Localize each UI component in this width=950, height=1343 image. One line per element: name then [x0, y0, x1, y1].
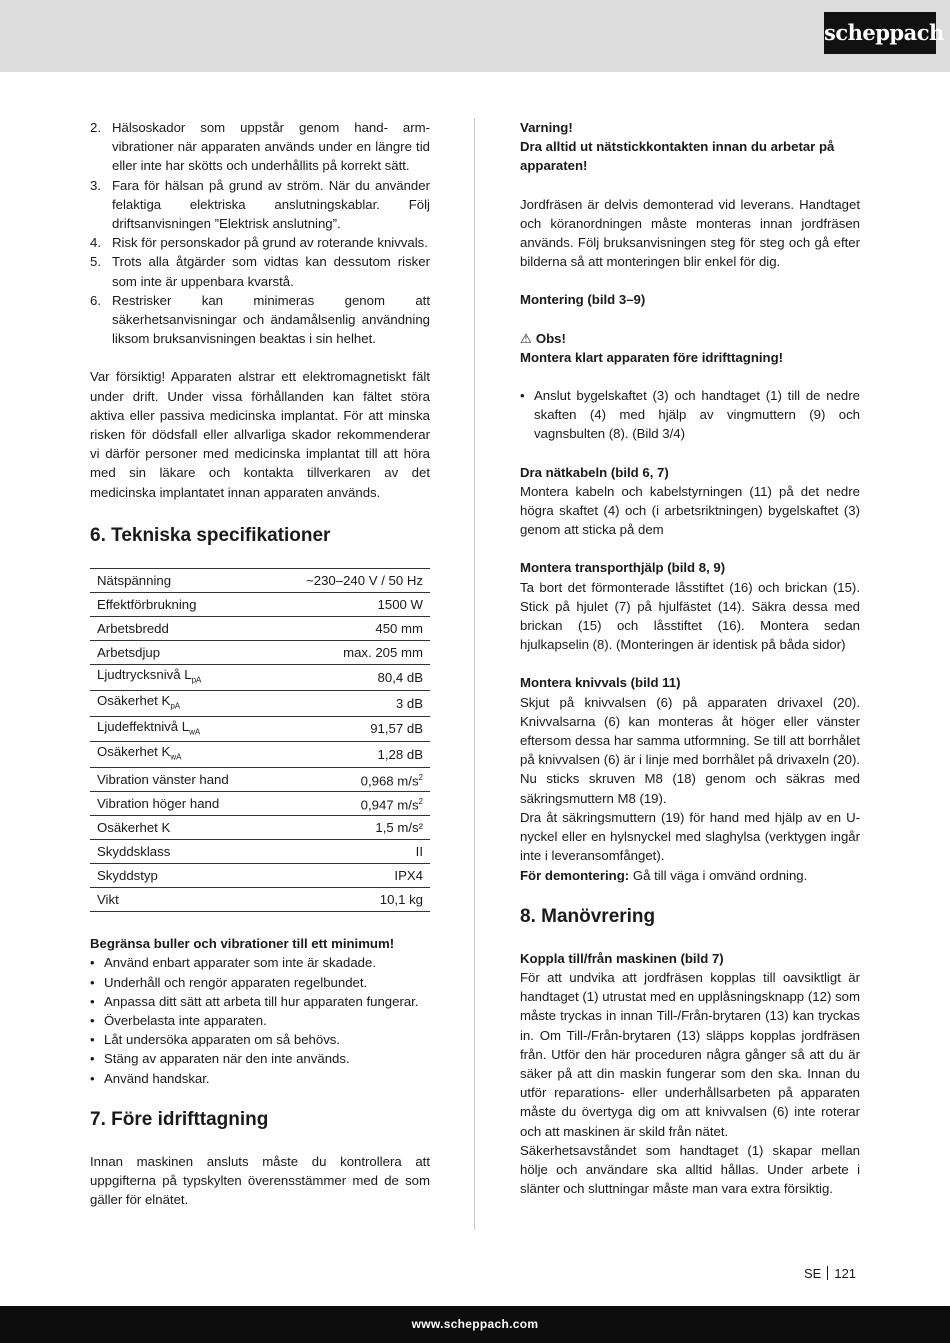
safety-paragraph: Säkerhetsavståndet som handtaget (1) skapar mellan hölje och användare ska alltid hållas. Under arbete i slänter och sluttningar måste man vara extra försiktig. [520, 1142, 860, 1197]
table-row [90, 690, 430, 716]
spec-label: Skyddstyp [90, 864, 269, 888]
warning-text: Dra alltid ut nätstickkontakten innan du arbetar på apparaten! [520, 139, 835, 174]
spec-label: Arbetsdjup [90, 640, 269, 664]
right-column [520, 118, 860, 1198]
transport-heading: Montera transporthjälp (bild 8, 9) [520, 560, 726, 576]
page-number-separator [827, 1266, 828, 1280]
list-item: • Använd handskar. [90, 1069, 430, 1088]
spec-label: Osäkerhet $K_{pA}$ [90, 690, 269, 716]
list-item: • Stäng av apparaten när den inte används. [90, 1049, 430, 1068]
list-item: 5. Trots alla åtgärder som vidtas kan dessutom risker som inte är uppenbara kvarstå. [90, 254, 430, 289]
table-row [90, 664, 430, 690]
list-item: • Överbelasta inte apparaten. [90, 1011, 430, 1030]
obs-title: ⚠ Obs! [520, 330, 566, 346]
knife-paragraph: Skjut på knivvalsen (6) på apparaten drivaxel (20). Knivvalsarna (6) kan monteras åt höger eller vänster eftersom dessa har samma utformning. Se till att borrhålet på knivvalsen (6) är i linje med borrhålet på drivaxeln (20). Nu sticks skruven M8 (18) genom och säkras med säkringsmuttern M8 (19). [520, 694, 860, 806]
spec-label: Vibration vänster hand [90, 768, 269, 792]
transport-paragraph: Ta bort det förmonterade låsstiftet (16) och brickan (15). Stick på hjulet (7) på hjulfästet (14). Säkra dessa med brickan (15) och låsstiftet (16). Montera sedan hjulkapselin (8). (Monteringen är identisk på båda sidor) [520, 579, 860, 653]
footer-url-link[interactable]: www.scheppach.com [411, 1317, 539, 1331]
table-row [90, 792, 430, 816]
header-band [0, 0, 950, 72]
warning-title: Varning! [520, 120, 573, 135]
spec-value: 0,968 $m/s^2$ [269, 768, 430, 792]
list-item: 6. Restrisker kan minimeras genom att säkerhetsanvisningar och ändamålsenlig användning liksom bruksanvisningen beaktas i sin helhet. [90, 292, 430, 347]
list-item: • Underhåll och rengör apparaten regelbundet. [90, 973, 430, 992]
spec-value: II [269, 840, 430, 864]
spec-value: 0,947 $m/s^2$ [269, 792, 430, 816]
knife-heading: Montera knivvals (bild 11) [520, 675, 681, 691]
column-divider [474, 118, 475, 1230]
before-use-heading: 7. Före idrifttagning [90, 1108, 269, 1130]
cable-heading: Dra nätkabeln (bild 6, 7) [520, 464, 669, 480]
spec-value: 10,1 kg [269, 888, 430, 912]
obs-text: Montera klart apparaten före idrifttagning! [520, 349, 784, 365]
spec-value: max. 205 mm [269, 640, 430, 664]
table-row [90, 592, 430, 616]
spec-value: 1500 W [269, 592, 430, 616]
switch-paragraph: För att undvika att jordfräsen kopplas till oavsiktligt är handtaget (1) utrustat med en upplåsningsknapp (12) som måste tryckas in innan Till-/Från-brytaren (13) kan tryckas in. Om Till-/Från-brytaren (13) släpps kopplas jordfräsen från. Utför den här proceduren några gånger så att du är säker på att din maskin fungerar som den ska. Innan du utför reparations- eller underhållsarbeten på apparaten måste du övertyga dig om att knivvalsen (6) inte roterar och att maskinen är skild från nätet. [520, 969, 860, 1139]
table-row [90, 716, 430, 742]
noise-list [90, 953, 430, 1087]
spec-label: Effektförbrukning [90, 592, 269, 616]
spec-label: Vibration höger hand [90, 792, 269, 816]
scheppach-logo: scheppach [824, 12, 936, 54]
list-item: 4. Risk för personskador på grund av roterande knivvals. [90, 235, 428, 251]
spec-label: Arbetsbredd [90, 616, 269, 640]
footer-band [0, 1306, 950, 1343]
spec-value: 80,4 dB [269, 664, 430, 690]
warning-triangle-icon: ⚠ [520, 330, 532, 346]
emf-warning-paragraph: Var försiktig! Apparaten alstrar ett elektromagnetiskt fält under drift. Under vissa förhållanden kan fältet störa aktiva eller passiva medicinska implantat. För att minska risken för dödsfall eller allvarliga skador rekommenderar vi därför personer med medicinska implantat till att höra med sin läkare och kontakta tillverkaren av det medicinska implantatet innan apparaten används. [90, 369, 430, 500]
spec-label: Osäkerhet K [90, 816, 269, 840]
spec-label: Skyddsklass [90, 840, 269, 864]
spec-label: Vikt [90, 888, 269, 912]
spec-value: 450 mm [269, 616, 430, 640]
spec-value: IPX4 [269, 864, 430, 888]
table-row [90, 568, 430, 592]
spec-value: ~230–240 V / 50 Hz [269, 568, 430, 592]
table-row [90, 616, 430, 640]
list-item: • Anpassa ditt sätt att arbeta till hur apparaten fungerar. [90, 992, 430, 1011]
list-item: • Låt undersöka apparaten om så behövs. [90, 1030, 430, 1049]
cable-paragraph: Montera kabeln och kabelstyrningen (11) på det nedre högra skaftet (4) och (i arbetsriktningen) bygelskaftet (3) genom att sticka på dem [520, 483, 860, 538]
dismount-paragraph: För demontering: Gå till väga i omvänd ordning. [520, 867, 808, 883]
before-use-paragraph: Innan maskinen ansluts måste du kontrollera att uppgifterna på typskylten överensstämmer med de som gäller för elnätet. [90, 1153, 430, 1208]
table-row [90, 640, 430, 664]
spec-value: 1,28 dB [269, 742, 430, 768]
list-item: • Anslut bygelskaftet (3) och handtaget (1) till de nedre skaften (4) med hjälp av vingmuttern (9) och vagnsbulten (8). (Bild 3/4) [520, 386, 860, 444]
table-row [90, 864, 430, 888]
mount-heading: Montering (bild 3–9) [520, 292, 646, 308]
spec-value: 91,57 dB [269, 716, 430, 742]
operation-heading: 8. Manövrering [520, 905, 656, 927]
table-row [90, 816, 430, 840]
table-row [90, 742, 430, 768]
left-column [90, 118, 430, 1209]
spec-label: Ljudeffektnivå $L_{wA}$ [90, 716, 269, 742]
list-item: 3. Fara för hälsan på grund av ström. När du använder felaktiga elektriska anslutningskablar. Följ driftsanvisningen ”Elektrisk anslutning”. [90, 177, 430, 232]
spec-heading: 6. Tekniska specifikationer [90, 524, 331, 546]
list-item: • Använd enbart apparater som inte är skadade. [90, 953, 430, 972]
spec-value: 3 dB [269, 690, 430, 716]
noise-heading: Begränsa buller och vibrationer till ett minimum! [90, 936, 395, 952]
residual-risks-list [90, 118, 430, 348]
spec-value: 1,5 m/s² [269, 816, 430, 840]
switch-heading: Koppla till/från maskinen (bild 7) [520, 950, 724, 966]
table-row [90, 768, 430, 792]
spec-table [90, 568, 430, 912]
table-row [90, 888, 430, 912]
page-number: SE 121 [804, 1266, 857, 1281]
spec-label: Osäkerhet $K_{wA}$ [90, 742, 269, 768]
delivery-paragraph: Jordfräsen är delvis demonterad vid leverans. Handtaget och köranordningen måste monteras innan jordfräsen används. Följ bruksanvisningen steg för steg och gå efter bilderna så att monteringen blir enkel för dig. [520, 196, 860, 270]
spec-label: Ljudtrycksnivå $L_{pA}$ [90, 664, 269, 690]
knife-paragraph-2: Dra åt säkringsmuttern (19) för hand med hjälp av en U-nyckel eller en hylsnyckel med slaghylsa (verktygen ingår inte i leveransomfånget). [520, 809, 860, 864]
list-item: 2. Hälsoskador som uppstår genom hand- arm-vibrationer när apparaten används under en längre tid eller inte har skötts och underhållits på korrekt sätt. [90, 120, 430, 174]
mount-list [520, 386, 860, 444]
spec-label: Nätspänning [90, 568, 269, 592]
table-row [90, 840, 430, 864]
